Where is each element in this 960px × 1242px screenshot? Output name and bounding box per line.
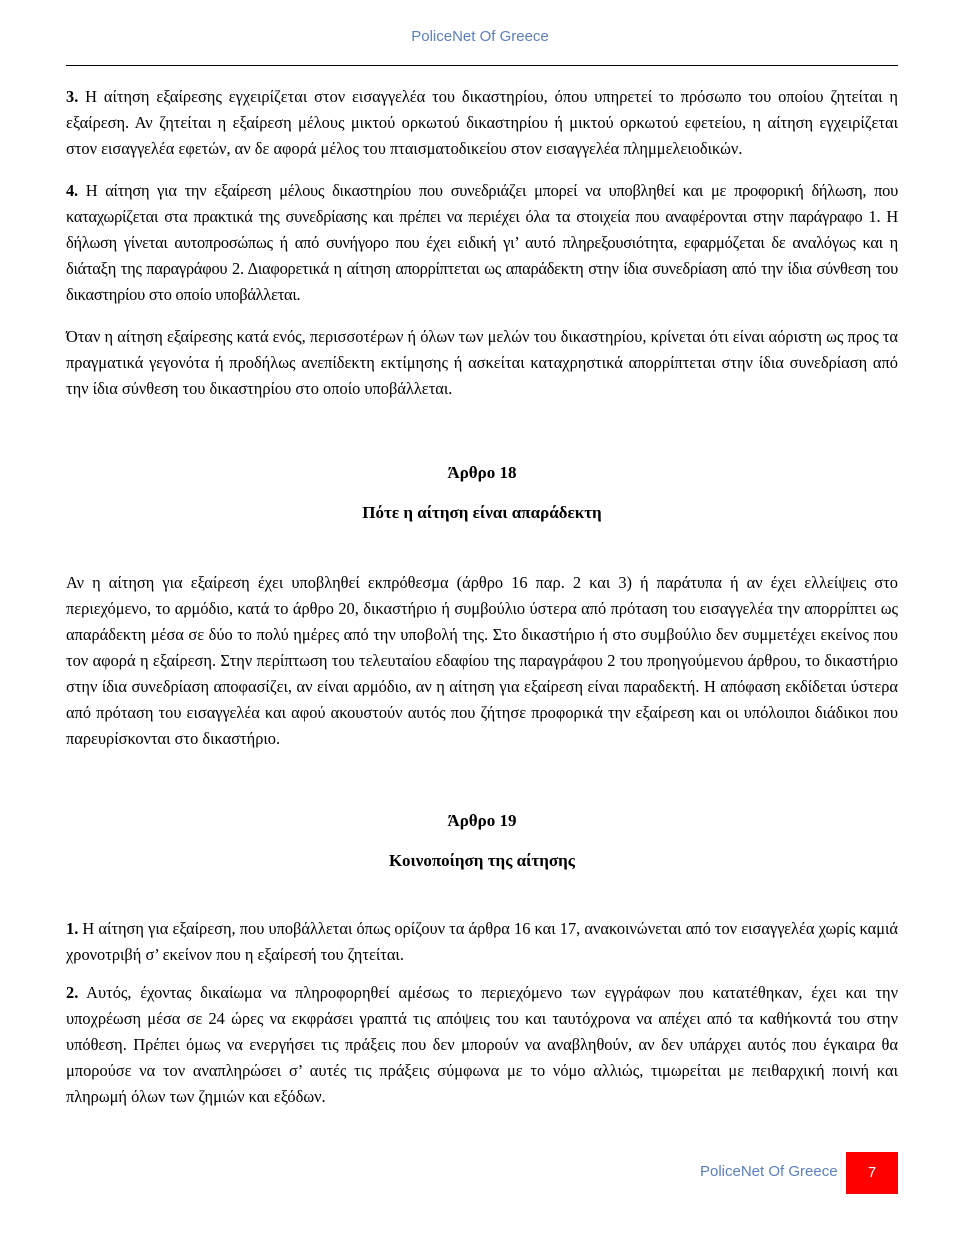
header-divider [66,65,898,66]
document-body [66,84,898,1110]
paragraph-4-number: 4. [66,181,78,200]
paragraph-3-number: 3. [66,87,79,106]
article-19-subtitle: Κοινοποίηση της αίτησης [389,851,575,870]
article-19-paragraph-1-number: 1. [66,919,79,938]
paragraph-all-members: Όταν η αίτηση εξαίρεσης κατά ενός, περισσοτέρων ή όλων των μελών του δικαστηρίου, κρίνεται ότι είναι αόριστη ως προς τα πραγματικά γεγονότα ή προδήλως ανεπίδεκτη εκτίμησης ή ασκείται καταχρηστικά απορρίπτεται στην ίδια συνεδρίαση από την ίδια σύνθεση του δικαστηρίου στο οποίο υποβάλλεται. [66,327,898,398]
paragraph-4 [66,178,898,308]
article-19-paragraph-1 [66,916,898,968]
paragraph-4-text: Η αίτηση για την εξαίρεση μέλους δικαστηρίου που συνεδριάζει μπορεί να υποβληθεί και με προφορική δήλωση, που καταχωρίζεται στα πρακτικά της συνεδρίασης και πρέπει να περιέχει όλα τα στοιχεία που αναφέρονται στην παράγραφο 1. Η δήλωση γίνεται αυτοπροσώπως ή από συνήγορο που έχει ειδική γι’ αυτό πληρεξουσιότητα, εφαρμόζεται δε αναλόγως και η διάταξη της παραγράφου 2. Διαφορετικά η αίτηση απορρίπτεται ως απαράδεκτη στην ίδια συνεδρίαση από την ίδια σύνθεση του δικαστηρίου στο οποίο υποβάλλεται. [66,181,898,304]
article-18-title: Άρθρο 18 [447,463,517,482]
article-19-paragraph-2-number: 2. [66,983,79,1002]
page-footer-title: PoliceNet Of Greece [700,1163,838,1180]
article-19-paragraph-1-text: Η αίτηση για εξαίρεση, που υποβάλλεται όπως ορίζουν τα άρθρα 16 και 17, ανακοινώνεται από τον εισαγγελέα χωρίς καμιά χρονοτριβή σ’ εκείνον που η εξαίρεσή του ζητείται. [66,919,898,964]
article-19-title: Άρθρο 19 [447,811,517,830]
article-18-paragraph: Αν η αίτηση για εξαίρεση έχει υποβληθεί εκπρόθεσμα (άρθρο 16 παρ. 2 και 3) ή παράτυπα ή αν έχει ελλείψεις στο περιεχόμενο, το αρμόδιο, κατά το άρθρο 20, δικαστήριο ή συμβούλιο ύστερα από πρόταση του εισαγγελέα την απορρίπτει ως απαράδεκτη μέσα σε δύο το πολύ ημέρες από την υποβολή της. Στο δικαστήριο ή στο συμβούλιο δεν συμμετέχει εκείνος που τον αφορά η εξαίρεση. Στην περίπτωση του τελευταίου εδαφίου της παραγράφου 2 του προηγούμενου άρθρου, το δικαστήριο στην ίδια συνεδρίαση αποφασίζει, αν είναι αρμόδιο, αν η αίτηση για εξαίρεση είναι παραδεκτή. Η απόφαση εκδίδεται ύστερα από πρόταση του εισαγγελέα και αφού ακουστούν αυτός που ζήτησε προφορικά την εξαίρεση και οι υπόλοιποι διάδικοι που παρευρίσκονται στο δικαστήριο. [66,573,898,748]
page-header-title: PoliceNet Of Greece [411,28,549,45]
article-19-paragraph-2 [66,980,898,1110]
article-19-paragraph-2-text: Αυτός, έχοντας δικαίωμα να πληροφορηθεί αμέσως το περιεχόμενο των εγγράφων που κατατέθηκαν, έχει και την υποχρέωση μέσα σε 24 ώρες να εκφράσει γραπτά τις απόψεις του και ταυτόχρονα να απέχει από τα καθήκοντά του στην υπόθεση. Πρέπει όμως να ενεργήσει τις πράξεις που δεν μπορούν να αναβληθούν, αν δεν υπάρχει αυτός που έγκαιρα θα μπορούσε να τον αναπληρώσει σ’ αυτές τις πράξεις σύμφωνα με το νόμο αλλιώς, τιμωρείται με πειθαρχική ποινή και πληρωμή όλων των ζημιών και εξόδων. [66,983,898,1106]
page-number-badge: 7 [846,1152,898,1194]
paragraph-3-text: Η αίτηση εξαίρεσης εγχειρίζεται στον εισαγγελέα του δικαστηρίου, όπου υπηρετεί το πρόσωπο του οποίου ζητείται η εξαίρεση. Αν ζητείται η εξαίρεση μέλους μικτού ορκωτού δικαστηρίου ή μικτού ορκωτού εφετείου, η αίτηση εγχειρίζεται στον εισαγγελέα εφετών, αν δε αφορά μέλος του πταισματοδικείου στον εισαγγελέα πλημμελειοδικών. [66,87,898,158]
article-18-subtitle: Πότε η αίτηση είναι απαράδεκτη [362,503,602,522]
paragraph-3 [66,84,898,162]
